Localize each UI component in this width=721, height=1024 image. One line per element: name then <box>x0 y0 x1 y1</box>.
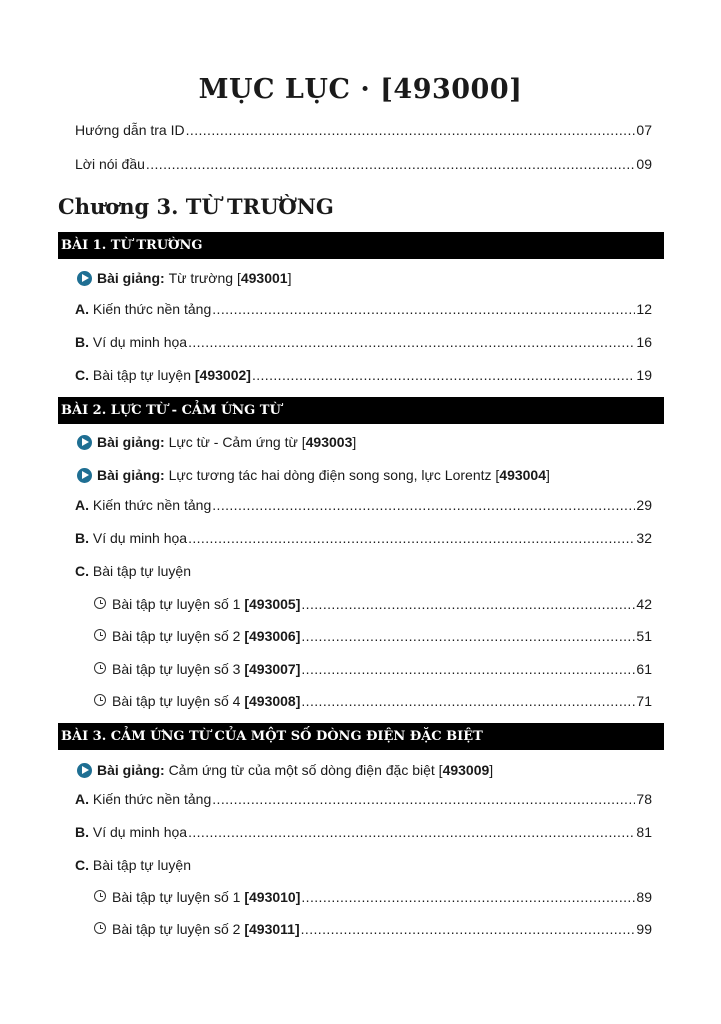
exercise-id: [493005] <box>244 596 301 612</box>
page-number: 51 <box>636 628 652 644</box>
page-number: 07 <box>636 122 652 138</box>
toc-entry[interactable] <box>75 497 652 519</box>
entry-label: Ví dụ minh họa <box>92 530 188 546</box>
chapter-heading: Chương 3. TỪ TRƯỜNG <box>58 194 334 219</box>
entry-label: Bài tập tự luyện <box>92 367 191 383</box>
entry-id: [493002] <box>194 367 251 383</box>
leader-dots <box>212 301 635 317</box>
lecture-bracket: ] <box>489 762 494 778</box>
play-icon <box>77 468 92 483</box>
leader-dots <box>301 596 635 612</box>
page-title: MỤC LỤC · [493000] <box>198 74 523 105</box>
lecture-bracket: ] <box>352 434 357 450</box>
page-number: 78 <box>636 791 652 807</box>
exercise-entry[interactable] <box>94 889 652 911</box>
toc-entry[interactable] <box>75 367 652 389</box>
lecture-id: 493009 <box>442 762 490 778</box>
clock-icon <box>94 629 106 641</box>
clock-icon <box>94 922 106 934</box>
entry-letter: A. <box>75 497 89 513</box>
lecture-bracket: ] <box>287 270 292 286</box>
page-number: 09 <box>636 156 652 172</box>
exercise-id: [493011] <box>244 921 300 937</box>
page-number: 71 <box>636 693 652 709</box>
entry-label: Kiến thức nền tảng <box>92 791 212 807</box>
lecture-entry[interactable] <box>77 464 550 486</box>
lecture-title: Lực tương tác hai dòng điện song song, lực Lorentz [ <box>168 467 500 483</box>
exercise-label: Bài tập tự luyện số 3 <box>112 661 241 677</box>
entry-letter: C. <box>75 367 89 383</box>
leader-dots <box>301 889 635 905</box>
lecture-entry[interactable] <box>77 431 356 453</box>
lecture-title: Cảm ứng từ của một số dòng điện đặc biệt [ <box>168 762 443 778</box>
entry-label: Hướng dẫn tra ID <box>75 122 185 138</box>
entry-letter: B. <box>75 530 89 546</box>
exercise-label: Bài tập tự luyện số 1 <box>112 596 241 612</box>
exercise-id: [493007] <box>244 661 301 677</box>
entry-letter: B. <box>75 334 89 350</box>
lecture-entry[interactable] <box>77 267 291 289</box>
toc-entry[interactable] <box>75 530 652 552</box>
leader-dots <box>186 122 636 138</box>
entry-label: Bài tập tự luyện <box>92 857 191 873</box>
leader-dots <box>301 628 635 644</box>
leader-dots <box>188 334 635 350</box>
page-number: 81 <box>636 824 652 840</box>
clock-icon <box>94 597 106 609</box>
entry-letter: B. <box>75 824 89 840</box>
exercise-label: Bài tập tự luyện số 4 <box>112 693 241 709</box>
exercise-label: Bài tập tự luyện số 2 <box>112 628 241 644</box>
entry-label: Bài tập tự luyện <box>92 563 191 579</box>
lecture-prefix: Bài giảng: <box>97 270 165 286</box>
lecture-entry[interactable] <box>77 759 493 781</box>
leader-dots <box>301 693 635 709</box>
leader-dots <box>212 791 635 807</box>
toc-entry[interactable] <box>75 824 652 846</box>
exercise-entry[interactable] <box>94 596 652 618</box>
leader-dots <box>252 367 635 383</box>
toc-entry[interactable] <box>75 334 652 356</box>
lecture-id: 493003 <box>305 434 353 450</box>
exercise-entry[interactable] <box>94 921 652 943</box>
page-number: 89 <box>636 889 652 905</box>
lesson-heading-1: BÀI 1. TỪ TRƯỜNG <box>58 232 664 259</box>
lecture-bracket: ] <box>546 467 550 483</box>
leader-dots <box>188 824 635 840</box>
toc-entry[interactable] <box>75 563 652 585</box>
lecture-prefix: Bài giảng: <box>97 762 165 778</box>
clock-icon <box>94 890 106 902</box>
exercise-label: Bài tập tự luyện số 1 <box>112 889 241 905</box>
entry-label: Kiến thức nền tảng <box>92 301 212 317</box>
play-icon <box>77 763 92 778</box>
leader-dots <box>212 497 635 513</box>
entry-label: Ví dụ minh họa <box>92 334 188 350</box>
leader-dots <box>301 921 636 937</box>
toc-entry[interactable] <box>75 301 652 323</box>
page-number: 19 <box>636 367 652 383</box>
page-number: 61 <box>636 661 652 677</box>
toc-entry[interactable] <box>75 791 652 813</box>
exercise-id: [493010] <box>244 889 301 905</box>
exercise-id: [493008] <box>244 693 301 709</box>
play-icon <box>77 435 92 450</box>
exercise-entry[interactable] <box>94 661 652 683</box>
entry-letter: A. <box>75 791 89 807</box>
exercise-label: Bài tập tự luyện số 2 <box>112 921 241 937</box>
lesson-heading-3: BÀI 3. CẢM ỨNG TỪ CỦA MỘT SỐ DÒNG ĐIỆN ĐẶC BIỆT <box>58 723 664 750</box>
exercise-entry[interactable] <box>94 628 652 650</box>
clock-icon <box>94 662 106 674</box>
lecture-title: Lực từ - Cảm ứng từ [ <box>168 434 306 450</box>
exercise-id: [493006] <box>244 628 301 644</box>
entry-label: Ví dụ minh họa <box>92 824 188 840</box>
lecture-id: 493004 <box>499 467 546 483</box>
leader-dots <box>146 156 636 172</box>
entry-letter: A. <box>75 301 89 317</box>
lecture-prefix: Bài giảng: <box>97 434 165 450</box>
entry-label: Kiến thức nền tảng <box>92 497 212 513</box>
lecture-prefix: Bài giảng: <box>97 467 165 483</box>
entry-label: Lời nói đầu <box>75 156 145 172</box>
clock-icon <box>94 694 106 706</box>
entry-letter: C. <box>75 857 89 873</box>
page-number: 12 <box>636 301 652 317</box>
page-number: 16 <box>636 334 652 350</box>
page-number: 42 <box>636 596 652 612</box>
leader-dots <box>188 530 635 546</box>
toc-entry[interactable] <box>75 122 652 144</box>
toc-entry[interactable] <box>75 857 652 879</box>
page-number: 99 <box>636 921 652 937</box>
lecture-title: Từ trường [ <box>168 270 241 286</box>
entry-letter: C. <box>75 563 89 579</box>
exercise-entry[interactable] <box>94 693 652 715</box>
lecture-id: 493001 <box>240 270 288 286</box>
toc-entry[interactable] <box>75 156 652 178</box>
page-number: 32 <box>636 530 652 546</box>
play-icon <box>77 271 92 286</box>
page-number: 29 <box>636 497 652 513</box>
leader-dots <box>301 661 635 677</box>
lesson-heading-2: BÀI 2. LỰC TỪ - CẢM ỨNG TỪ <box>58 397 664 424</box>
